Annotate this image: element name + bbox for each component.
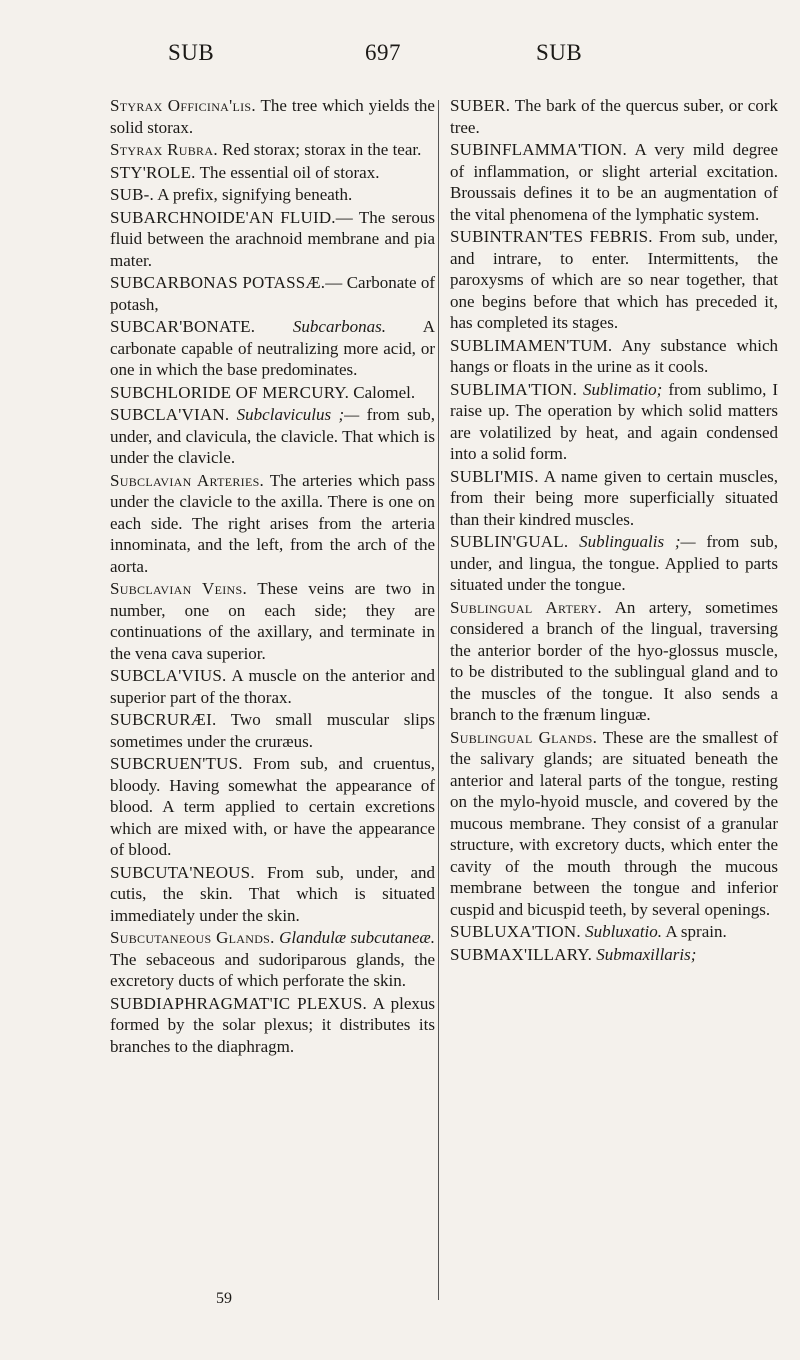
entry-definition: from sublimo, I raise up. The operation by which solid matters are volatilized by heat, and again condensed into a solid form. bbox=[450, 379, 778, 463]
entry-definition: The sebaceous and sudoriparous glands, the excretory ducts of which perforate the skin. bbox=[110, 949, 435, 990]
entry-headword: SUBLIMAMEN'TUM. bbox=[450, 335, 613, 355]
dictionary-entry bbox=[110, 753, 435, 861]
dictionary-entry bbox=[110, 162, 435, 184]
entry-headword: SUBCUTA'NEOUS. bbox=[110, 862, 255, 882]
entry-headword: SUBCRUEN'TUS. bbox=[110, 754, 243, 773]
entry-headword: SUBCLA'VIUS. bbox=[110, 666, 227, 685]
entry-headword: SUBER. bbox=[450, 96, 511, 115]
entry-headword: SUBLIN'GUAL. bbox=[450, 532, 569, 551]
dictionary-entry bbox=[110, 709, 435, 752]
entry-definition: These veins are two in number, one on each side; they are continuations of the axillary, and terminate in the vena cava superior. bbox=[110, 579, 435, 663]
entry-definition: Any substance which hangs or floats in the urine as it cools. bbox=[450, 335, 778, 376]
entry-latin-term: Sublingualis ;— bbox=[568, 532, 696, 551]
entry-latin-term: Sublimatio; bbox=[577, 379, 663, 399]
entry-definition: The serous fluid between the arachnoid membrane and pia mater. bbox=[110, 207, 436, 270]
dictionary-entry bbox=[450, 727, 778, 921]
entry-headword: SUBINFLAMMA'TION. bbox=[450, 140, 627, 159]
dictionary-entry bbox=[450, 379, 778, 465]
dictionary-entry bbox=[110, 95, 435, 138]
entry-definition: from sub, under, and lingua, the tongue. Applied to parts situated under the tongue. bbox=[450, 532, 778, 594]
entry-definition: The tree which yields the solid storax. bbox=[110, 96, 435, 137]
entry-definition: A muscle on the anterior and superior part of the thorax. bbox=[110, 666, 435, 707]
entry-definition: Red storax; storax in the tear. bbox=[217, 140, 422, 159]
dictionary-entry bbox=[450, 921, 778, 943]
entry-definition: These are the smallest of the salivary glands; are situated beneath the anterior and lateral parts of the tongue, resting on the mylo-hyoid muscle, and covered by the mucous membrane. They consist of a granular structure, with excretory ducts, which enter the cavity of the mouth through the mucous membrane between the tongue and inferior cuspid and bicuspid teeth, by several openings. bbox=[450, 727, 778, 919]
entry-headword: Styrax Rubra. bbox=[110, 140, 218, 159]
signature-mark: 59 bbox=[216, 1290, 232, 1307]
dictionary-entry bbox=[450, 95, 778, 138]
dictionary-entry bbox=[110, 470, 435, 578]
entry-definition: The arteries which pass under the clavicle to the axilla. There is one on each side. The right arises from the arteria innominata, and the left, from the arch of the aorta. bbox=[110, 470, 435, 576]
entry-definition: An artery, sometimes considered a branch of the lingual, traversing the anterior border of the hyo-glossus muscle, to be distributed to the sublingual gland and to the muscles of the tongue. It also sends a branch to the frænum linguæ. bbox=[450, 597, 778, 724]
right-column bbox=[450, 95, 778, 966]
entry-headword: SUBCAR'BONATE. bbox=[110, 317, 256, 336]
entry-definition: Two small muscular slips sometimes under the cruræus. bbox=[110, 710, 435, 751]
dictionary-entry bbox=[110, 404, 435, 469]
entry-headword: Subclavian Arteries. bbox=[110, 470, 265, 490]
entry-headword: Sublingual Glands. bbox=[450, 727, 598, 747]
page-number: 697 bbox=[365, 40, 401, 65]
entry-headword: SUBARCHNOIDE'AN FLUID.— bbox=[110, 207, 353, 227]
header-right-guide-word: SUB bbox=[536, 40, 583, 65]
dictionary-entry bbox=[450, 139, 778, 225]
entry-latin-term: Glandulæ subcutaneæ. bbox=[274, 928, 435, 947]
entry-headword: Styrax Officina'lis. bbox=[110, 96, 256, 115]
dictionary-entry bbox=[450, 226, 778, 334]
entry-definition: A name given to certain muscles, from their being more superficially situated than their kindred muscles. bbox=[450, 466, 778, 529]
dictionary-entry bbox=[110, 993, 435, 1058]
entry-definition: From sub, and cruentus, bloody. Having somewhat the appearance of blood. A term applied to certain excretions which are mixed with, or have the appearance of blood. bbox=[110, 754, 435, 859]
dictionary-entry bbox=[110, 207, 435, 272]
entry-definition: Carbonate of potash, bbox=[110, 273, 435, 314]
dictionary-entry bbox=[110, 862, 435, 927]
entry-headword: SUBLI'MIS. bbox=[450, 466, 539, 486]
entry-headword: Subclavian Veins. bbox=[110, 579, 248, 598]
entry-definition: A plexus formed by the solar plexus; it distributes its branches to the diaphragm. bbox=[110, 993, 435, 1056]
dictionary-entry bbox=[450, 466, 778, 531]
dictionary-entry bbox=[110, 272, 435, 315]
entry-headword: SUBCARBONAS POTASSÆ.— bbox=[110, 273, 343, 292]
entry-headword: SUBLIMA'TION. bbox=[450, 379, 578, 399]
entry-definition: A very mild degree of inflammation, or slight arterial excitation. Broussais defines it to be an augmentation of the vital phenomena of the lymphatic system. bbox=[450, 140, 778, 224]
dictionary-entry bbox=[110, 184, 435, 206]
dictionary-entry bbox=[110, 927, 435, 992]
running-header bbox=[0, 40, 800, 70]
entry-definition: A carbonate capable of neutralizing more acid, or one in which the base predominates. bbox=[110, 317, 436, 379]
entry-headword: SUBLUXA'TION. bbox=[450, 922, 581, 941]
dictionary-entry bbox=[110, 665, 435, 708]
dictionary-entry bbox=[450, 335, 778, 378]
dictionary-entry bbox=[110, 316, 435, 381]
dictionary-entry bbox=[450, 597, 778, 726]
entry-definition: The bark of the quercus suber, or cork tree. bbox=[450, 96, 778, 137]
entry-headword: Sublingual Artery. bbox=[450, 597, 602, 617]
entry-headword: SUBINTRAN'TES FEBRIS. bbox=[450, 227, 653, 246]
entry-definition: The essential oil of storax. bbox=[195, 162, 380, 182]
dictionary-entry bbox=[110, 139, 435, 161]
entry-headword: SUBCLA'VIAN. bbox=[110, 405, 230, 424]
entry-headword: SUBMAX'ILLARY. bbox=[450, 944, 593, 964]
entry-headword: STY'ROLE. bbox=[110, 162, 196, 182]
dictionary-entry bbox=[450, 944, 778, 966]
entry-definition: A sprain. bbox=[662, 922, 727, 941]
column-divider bbox=[438, 100, 439, 1300]
entry-definition: From sub, under, and cutis, the skin. That which is situated immediately under the skin. bbox=[110, 862, 435, 925]
entry-definition: A prefix, signifying beneath. bbox=[153, 185, 353, 204]
entry-definition: From sub, under, and intrare, to enter. Intermittents, the paroxysms of which are so near together, that one begins before that which has preceded it, has completed its stages. bbox=[450, 227, 778, 332]
dictionary-entry bbox=[110, 382, 435, 404]
entry-latin-term: Subluxatio. bbox=[580, 922, 663, 941]
dictionary-entry bbox=[110, 578, 435, 664]
entry-headword: SUB-. bbox=[110, 185, 154, 204]
entry-headword: Subcutaneous Glands. bbox=[110, 928, 275, 947]
entry-headword: SUBCRURÆI. bbox=[110, 710, 217, 729]
entry-headword: SUBCHLORIDE OF MERCURY. bbox=[110, 382, 350, 402]
entry-latin-term: Subcarbonas. bbox=[255, 317, 386, 336]
entry-latin-term: Submaxillaris; bbox=[592, 944, 697, 964]
left-column bbox=[110, 95, 435, 1058]
entry-definition: from sub, under, and clavicula, the clavicle. That which is under the clavicle. bbox=[110, 405, 435, 467]
dictionary-entry bbox=[450, 531, 778, 596]
header-left-guide-word: SUB bbox=[168, 40, 215, 65]
entry-latin-term: Subclaviculus ;— bbox=[229, 405, 360, 424]
entry-headword: SUBDIAPHRAGMAT'IC PLEXUS. bbox=[110, 993, 367, 1013]
entry-definition: Calomel. bbox=[349, 382, 416, 402]
